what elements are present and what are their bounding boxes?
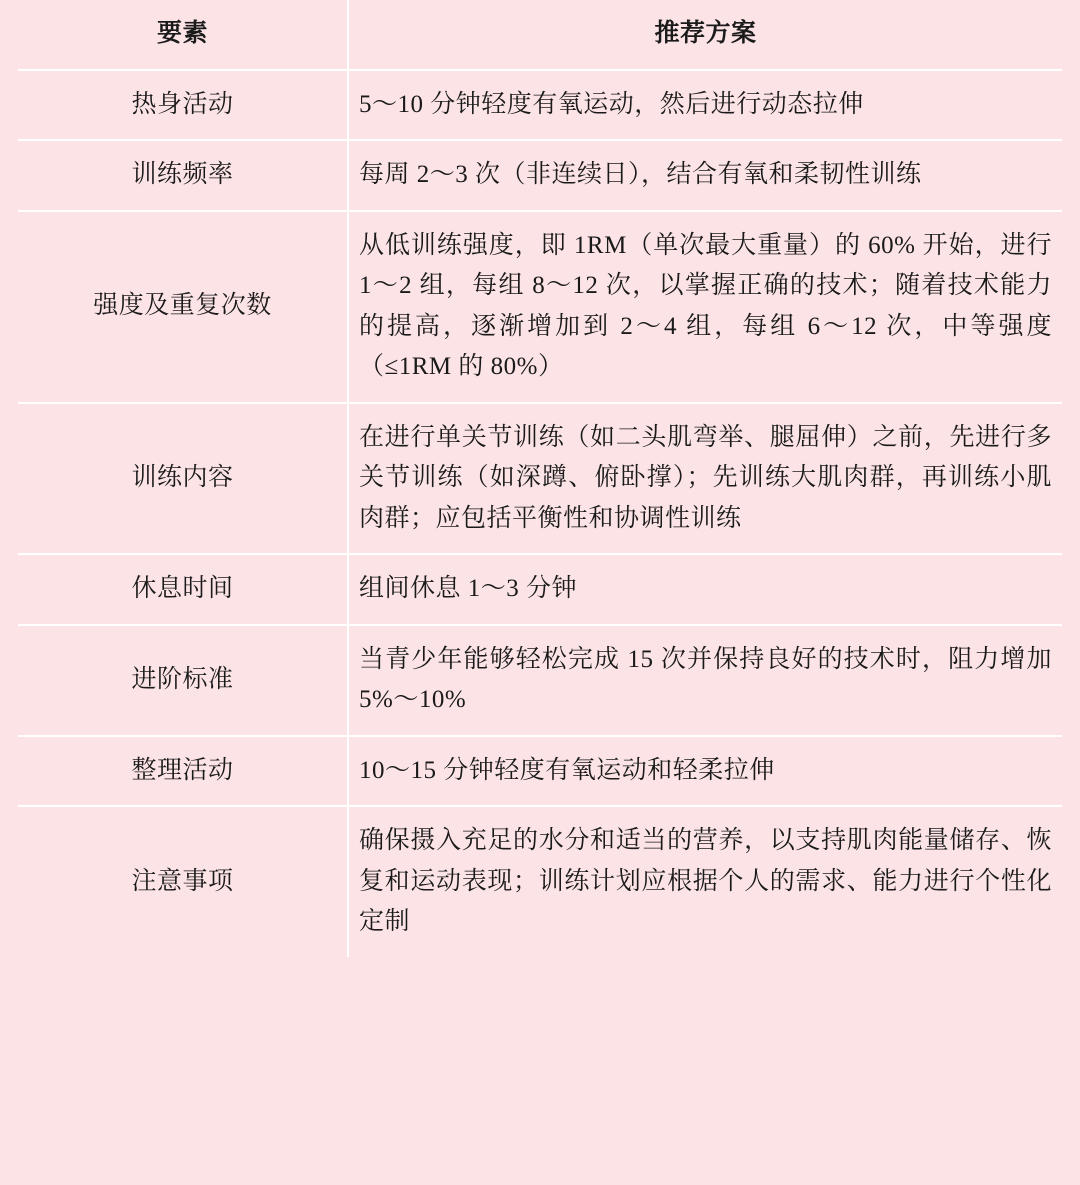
column-header-element: 要素 [18,0,348,70]
table-row [18,211,1062,403]
row-element-warmup: 热身活动 [18,70,348,141]
row-element-content: 训练内容 [18,403,348,555]
row-plan-notes: 确保摄入充足的水分和适当的营养，以支持肌肉能量储存、恢复和运动表现；训练计划应根据个人的需求、能力进行个性化定制 [348,806,1062,957]
table-row [18,806,1062,957]
table-row [18,70,1062,141]
table-header-row [18,0,1062,70]
row-element-rest: 休息时间 [18,554,348,625]
table-row [18,403,1062,555]
row-element-progression: 进阶标准 [18,625,348,736]
row-plan-frequency: 每周 2～3 次（非连续日），结合有氧和柔韧性训练 [348,140,1062,211]
row-plan-rest: 组间休息 1～3 分钟 [348,554,1062,625]
table-row [18,140,1062,211]
column-header-plan: 推荐方案 [348,0,1062,70]
row-plan-cooldown: 10～15 分钟轻度有氧运动和轻柔拉伸 [348,736,1062,807]
training-plan-table [18,0,1062,957]
row-plan-intensity: 从低训练强度，即 1RM（单次最大重量）的 60% 开始，进行 1～2 组，每组 8～12 次，以掌握正确的技术；随着技术能力的提高，逐渐增加到 2～4 组，每组 6～12 次，中等强度（≤1RM 的 80%） [348,211,1062,403]
row-plan-progression: 当青少年能够轻松完成 15 次并保持良好的技术时，阻力增加 5%～10% [348,625,1062,736]
table-row [18,736,1062,807]
row-element-intensity: 强度及重复次数 [18,211,348,403]
table-row [18,625,1062,736]
table-row [18,554,1062,625]
row-plan-warmup: 5～10 分钟轻度有氧运动，然后进行动态拉伸 [348,70,1062,141]
row-element-notes: 注意事项 [18,806,348,957]
row-plan-content: 在进行单关节训练（如二头肌弯举、腿屈伸）之前，先进行多关节训练（如深蹲、俯卧撑）；先训练大肌肉群，再训练小肌肉群；应包括平衡性和协调性训练 [348,403,1062,555]
row-element-cooldown: 整理活动 [18,736,348,807]
row-element-frequency: 训练频率 [18,140,348,211]
